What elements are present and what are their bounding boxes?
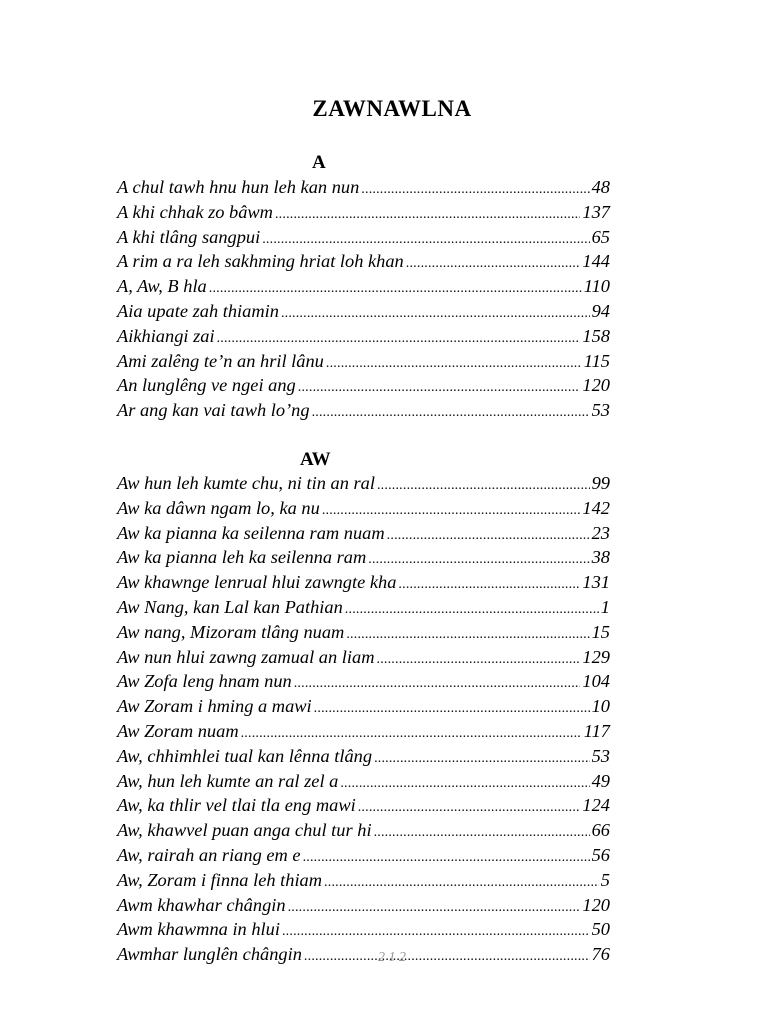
entry-page-number: 131 [582, 572, 610, 593]
entry-title: Ar ang kan vai tawh lo’ng [117, 400, 310, 421]
dot-leader [282, 920, 590, 945]
entry-page-number: 1 [600, 596, 610, 617]
entry-page-number: 94 [591, 300, 610, 321]
entry-title: Aw, khawvel puan anga chul tur hi [117, 820, 372, 841]
index-entry [117, 324, 610, 349]
index-list-aw [117, 471, 610, 967]
entry-title: Aw, Zoram i finna leh thiam [117, 869, 323, 890]
entry-page-number: 110 [583, 276, 610, 297]
dot-leader [288, 896, 581, 921]
index-list-a [117, 175, 610, 423]
entry-page-number: 137 [582, 201, 610, 222]
entry-title: Aw Zoram i hming a mawi [117, 696, 312, 717]
dot-leader [377, 474, 590, 499]
dot-leader [314, 697, 590, 722]
entry-title: Aw ka pianna ka seilenna ram nuam [117, 522, 385, 543]
index-entry [117, 200, 610, 225]
entry-page-number: 76 [591, 944, 610, 965]
index-entry [117, 917, 610, 942]
entry-title: An lunglêng ve ngei ang [117, 375, 296, 396]
entry-title: Aw nun hlui zawng zamual an liam [117, 646, 375, 667]
entry-page-number: 129 [582, 646, 610, 667]
dot-leader [358, 796, 581, 821]
entry-title: A, Aw, B hla [117, 276, 207, 297]
entry-page-number: 48 [591, 177, 610, 197]
index-entry [117, 893, 610, 918]
index-entry [117, 843, 610, 868]
dot-leader [345, 598, 599, 623]
index-entry [117, 868, 610, 893]
entry-page-number: 38 [591, 547, 610, 568]
index-entry [117, 398, 610, 423]
index-entry [117, 274, 610, 299]
page-number: 2 1 2 [378, 950, 406, 965]
entry-title: Aw Zofa leng hnam nun [117, 671, 292, 692]
entry-title: Awmhar lunglên chângin [117, 944, 302, 965]
index-entry [117, 620, 610, 645]
section-heading-aw: AW [300, 449, 331, 470]
dot-leader [303, 846, 590, 871]
entry-page-number: 158 [582, 325, 610, 346]
dot-leader [406, 252, 581, 277]
dot-leader [374, 821, 590, 846]
index-entry [117, 249, 610, 274]
index-entry [117, 299, 610, 324]
entry-title: Aw, hun leh kumte an ral zel a [117, 770, 339, 791]
entry-title: A khi tlâng sangpui [117, 226, 261, 247]
index-entry [117, 769, 610, 794]
entry-title: Aw ka dâwn ngam lo, ka nu [117, 497, 320, 518]
entry-title: Awm khawhar chângin [117, 894, 286, 915]
index-entry [117, 570, 610, 595]
entry-page-number: 120 [582, 375, 610, 396]
entry-title: Aw hun leh kumte chu, ni tin an ral [117, 473, 375, 493]
entry-page-number: 99 [591, 473, 610, 493]
entry-title: A khi chhak zo bâwm [117, 201, 273, 222]
entry-page-number: 124 [582, 795, 610, 816]
dot-leader [294, 672, 581, 697]
dot-leader [324, 871, 599, 896]
entry-page-number: 120 [582, 894, 610, 915]
entry-page-number: 23 [591, 522, 610, 543]
index-entry [117, 175, 610, 200]
entry-page-number: 10 [591, 696, 610, 717]
entry-title: A rim a ra leh sakhming hriat loh khan [117, 251, 404, 272]
entry-page-number: 5 [600, 869, 610, 890]
dot-leader [377, 648, 581, 673]
entry-title: Ami zalêng te’n an hril lânu [117, 350, 324, 371]
entry-page-number: 66 [591, 820, 610, 841]
entry-title: Aw ka pianna leh ka seilenna ram [117, 547, 367, 568]
dot-leader [312, 401, 590, 426]
entry-page-number: 65 [591, 226, 610, 247]
entry-page-number: 142 [582, 497, 610, 518]
index-entry [117, 225, 610, 250]
entry-title: Aw, rairah an riang em e [117, 844, 301, 865]
dot-leader [374, 747, 590, 772]
page-title: ZAWNAWLNA [312, 96, 472, 121]
index-entry [117, 496, 610, 521]
entry-page-number: 115 [583, 350, 610, 371]
dot-leader [298, 376, 581, 401]
entry-title: Aikhiangi zai [117, 325, 215, 346]
index-entry [117, 471, 610, 496]
index-entry [117, 595, 610, 620]
dot-leader [326, 352, 582, 377]
entry-page-number: 50 [591, 919, 610, 940]
index-entry [117, 645, 610, 670]
entry-title: Aw nang, Mizoram tlâng nuam [117, 621, 345, 642]
entry-page-number: 144 [582, 251, 610, 272]
dot-leader [368, 548, 589, 573]
entry-title: Aia upate zah thiamin [117, 300, 279, 321]
entry-page-number: 15 [591, 621, 610, 642]
index-entry [117, 694, 610, 719]
dot-leader [340, 772, 589, 797]
entry-title: Aw Nang, kan Lal kan Pathian [117, 596, 343, 617]
entry-page-number: 56 [591, 844, 610, 865]
dot-leader [361, 178, 589, 203]
dot-leader [346, 623, 589, 648]
section-heading-a: A [312, 152, 326, 173]
entry-title: A chul tawh hnu hun leh kan nun [117, 177, 360, 197]
entry-page-number: 53 [591, 745, 610, 766]
index-entry [117, 818, 610, 843]
dot-leader [387, 524, 590, 549]
entry-title: Aw Zoram nuam [117, 720, 239, 741]
entry-page-number: 53 [591, 400, 610, 421]
entry-title: Aw khawnge lenrual hlui zawngte kha [117, 572, 397, 593]
entry-page-number: 104 [582, 671, 610, 692]
entry-page-number: 49 [591, 770, 610, 791]
dot-leader [398, 573, 580, 598]
index-entry [117, 744, 610, 769]
index-entry [117, 669, 610, 694]
entry-title: Aw, chhimhlei tual kan lênna tlâng [117, 745, 373, 766]
dot-leader [281, 302, 590, 327]
index-entry [117, 719, 610, 744]
entry-page-number: 117 [583, 720, 610, 741]
index-entry [117, 349, 610, 374]
entry-title: Awm khawmna in hlui [117, 919, 280, 940]
dot-leader [275, 203, 580, 228]
index-entry [117, 793, 610, 818]
entry-title: Aw, ka thlir vel tlai tla eng mawi [117, 795, 356, 816]
index-entry [117, 373, 610, 398]
index-entry [117, 521, 610, 546]
index-entry [117, 545, 610, 570]
